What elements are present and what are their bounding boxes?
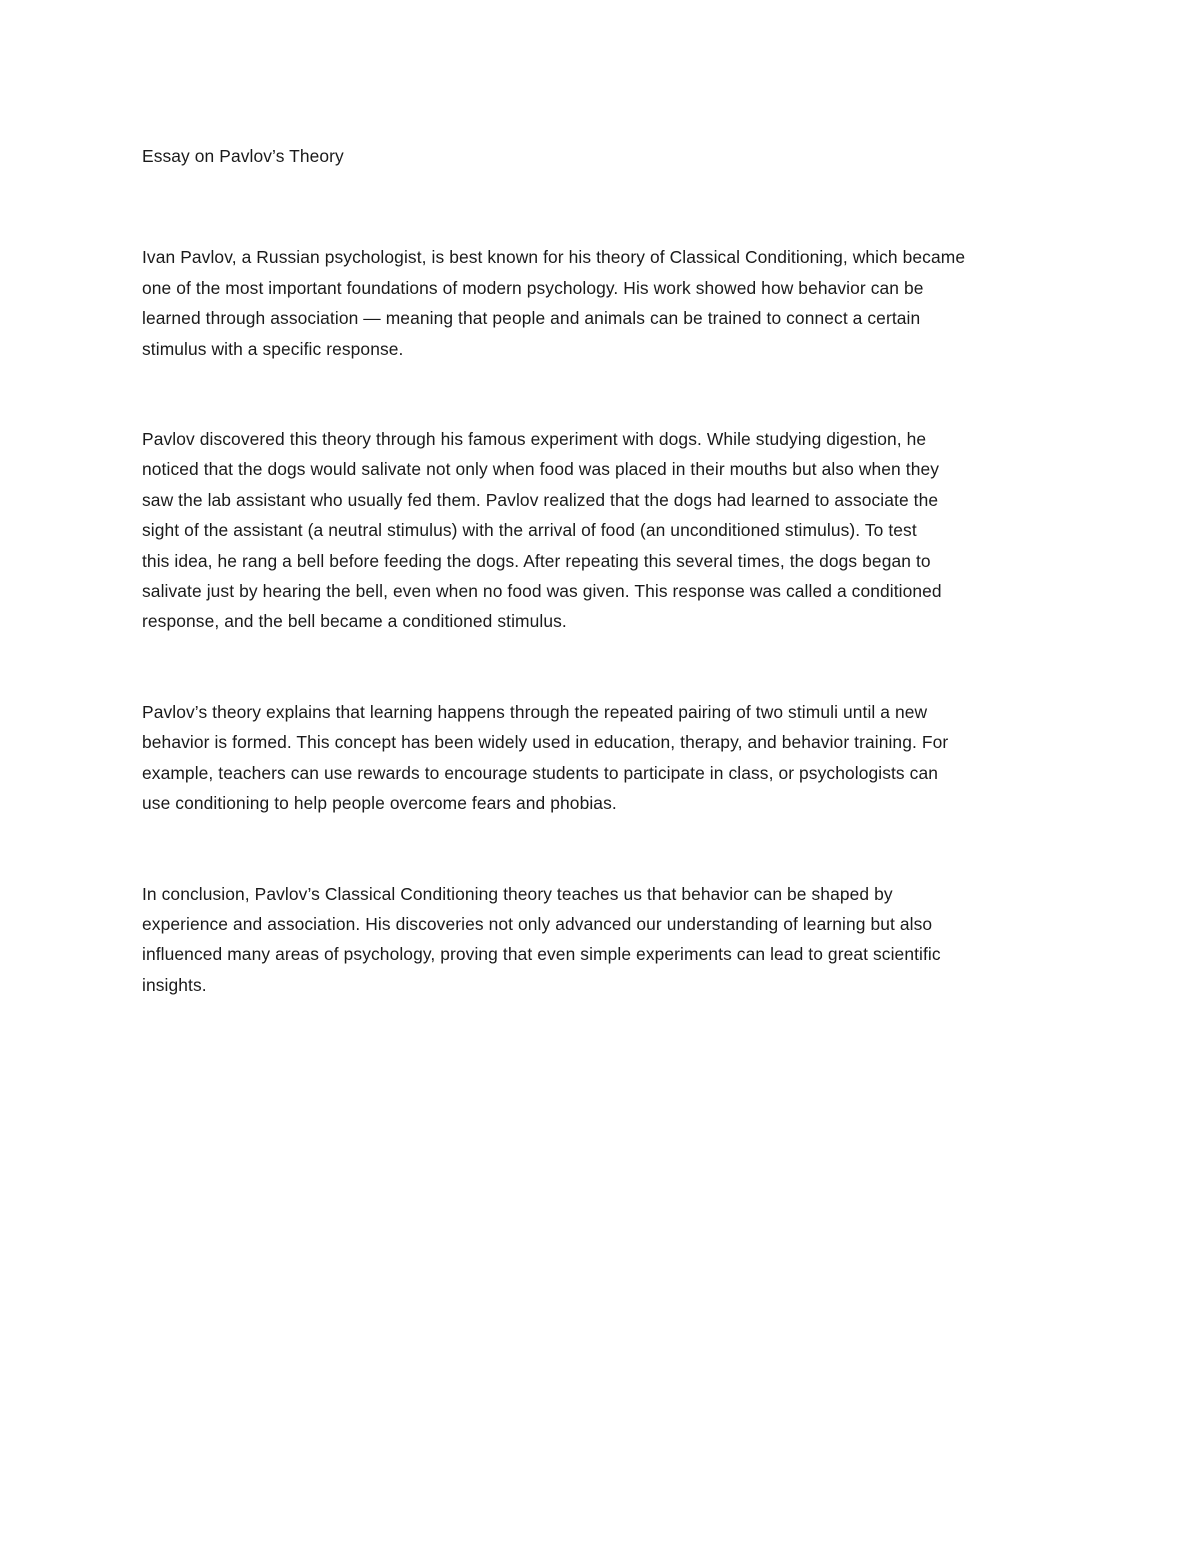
paragraph-experiment [142,424,1062,637]
paragraph-line: In conclusion, Pavlov’s Classical Conditioning theory teaches us that behavior can be shaped by [142,883,893,904]
paragraph-line: learned through association — meaning that people and animals can be trained to connect a certain [142,308,921,329]
paragraph-line: one of the most important foundations of modern psychology. His work showed how behavior can be [142,277,924,298]
paragraph-introduction [142,242,1062,364]
paragraph-line: stimulus with a specific response. [142,338,404,359]
paragraph-line: insights. [142,974,207,995]
paragraph-line: sight of the assistant (a neutral stimulus) with the arrival of food (an unconditioned stimulus). To test [142,520,917,541]
paragraph-conclusion [142,879,1062,1001]
paragraph-line: experience and association. His discoveries not only advanced our understanding of learning but also [142,913,933,934]
document-body [142,141,1062,1000]
paragraph-line: response, and the bell became a conditioned stimulus. [142,611,567,632]
paragraph-line: example, teachers can use rewards to encourage students to participate in class, or psychologists can [142,762,938,783]
paragraph-line: noticed that the dogs would salivate not only when food was placed in their mouths but also when they [142,459,940,480]
document-title: Essay on Pavlov’s Theory [142,146,344,166]
paragraph-line: Pavlov discovered this theory through his famous experiment with dogs. While studying digestion, he [142,429,927,450]
paragraph-line: Pavlov’s theory explains that learning happens through the repeated pairing of two stimuli until a new [142,701,928,722]
paragraph-line: saw the lab assistant who usually fed them. Pavlov realized that the dogs had learned to associate the [142,489,939,510]
paragraph-line: use conditioning to help people overcome fears and phobias. [142,793,617,814]
paragraph-line: influenced many areas of psychology, proving that even simple experiments can lead to great scientific [142,944,941,965]
paragraph-line: behavior is formed. This concept has been widely used in education, therapy, and behavior training. For [142,732,949,753]
paragraph-explanation [142,697,1062,819]
paragraph-line: this idea, he rang a bell before feeding the dogs. After repeating this several times, the dogs began to [142,550,931,571]
paragraph-line: salivate just by hearing the bell, even when no food was given. This response was called a conditioned [142,581,942,602]
paragraph-line: Ivan Pavlov, a Russian psychologist, is best known for his theory of Classical Conditioning, which became [142,247,966,268]
